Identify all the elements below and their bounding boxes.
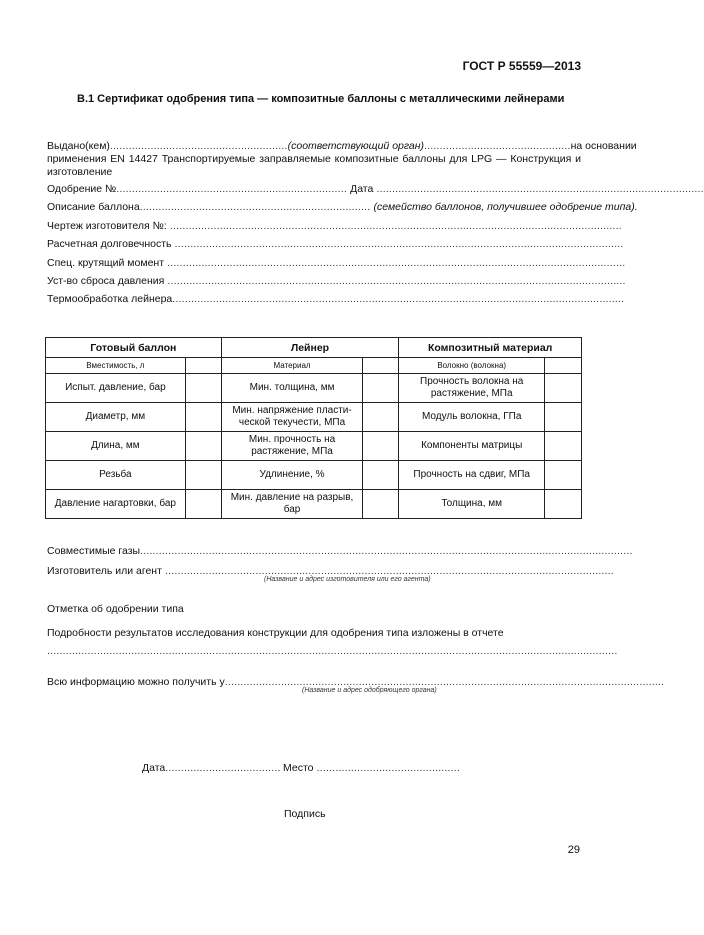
row-label: Прочность волокна на растяжение, МПа [399, 374, 545, 403]
value-cell[interactable] [363, 432, 399, 461]
place-field: Место .............................................. [283, 762, 461, 774]
description-label: Описание баллона [47, 201, 140, 213]
value-cell[interactable] [185, 358, 221, 374]
issued-line: Выдано(кем).........................................................(соответствующий орган)...............................................на основании [47, 140, 637, 152]
description-line: Описание баллона.......................................................................... (семейство баллонов, получившее одобрение типа). [47, 201, 638, 213]
subheader-capacity: Вместимость, л [46, 358, 186, 374]
value-cell[interactable] [545, 490, 582, 519]
description-note: (семейство баллонов, получившее одобрение типа). [373, 201, 638, 213]
torque-label: Спец. крутящий момент [47, 257, 165, 269]
drawing-line: Чертеж изготовителя №: ................................................................................................................................................. [47, 220, 622, 232]
section-title: В.1 Сертификат одобрения типа — композитные баллоны с металлическими лейнерами [77, 93, 565, 105]
value-cell[interactable] [545, 374, 582, 403]
header-composite: Композитный материал [399, 338, 582, 358]
subheader-material: Материал [221, 358, 363, 374]
row-label: Компоненты матрицы [399, 432, 545, 461]
date-field: Дата..................................... [142, 762, 281, 774]
subheader-fiber: Волокно (волокна) [399, 358, 545, 374]
value-cell[interactable] [185, 374, 221, 403]
value-cell[interactable] [185, 490, 221, 519]
signature-label: Подпись [284, 808, 326, 820]
info-line: Всю информацию можно получить у............................................................................................................................................. [47, 676, 665, 688]
row-label: Модуль волокна, ГПа [399, 403, 545, 432]
row-label: Диаметр, мм [46, 403, 186, 432]
row-label: Испыт. давление, бар [46, 374, 186, 403]
row-label: Длина, мм [46, 432, 186, 461]
manufacturer-caption: (Название и адрес изготовителя или его агента) [264, 576, 431, 583]
value-cell[interactable] [363, 403, 399, 432]
row-label: Прочность на сдвиг, МПа [399, 461, 545, 490]
table-row [46, 490, 582, 519]
value-cell[interactable] [363, 461, 399, 490]
row-label: Удлинение, % [221, 461, 363, 490]
header-finished-cylinder: Готовый баллон [46, 338, 222, 358]
page-number: 29 [567, 844, 580, 856]
heat-treatment-label: Термообработка лейнера [47, 293, 173, 305]
row-label: Давление нагартовки, бар [46, 490, 186, 519]
value-cell[interactable] [185, 461, 221, 490]
value-cell[interactable] [545, 461, 582, 490]
design-life-line: Расчетная долговечность ................................................................................................................................................ [47, 238, 624, 250]
heat-treatment-line: Термообработка лейнера................................................................................................................................................. [47, 293, 625, 305]
table-row [46, 461, 582, 490]
table-row [46, 432, 582, 461]
relief-label: Уст-во сброса давления [47, 275, 165, 287]
table-row [46, 403, 582, 432]
value-cell[interactable] [363, 358, 399, 374]
properties-table [45, 337, 582, 519]
table-subheader-row [46, 358, 582, 374]
info-caption: (Название и адрес одобряющего органа) [302, 687, 437, 694]
manufacturer-label: Изготовитель или агент [47, 565, 162, 577]
drawing-label: Чертеж изготовителя №: [47, 220, 167, 232]
row-label: Мин. толщина, мм [221, 374, 363, 403]
value-cell[interactable] [545, 432, 582, 461]
manufacturer-line: Изготовитель или агент ................................................................................................................................................ [47, 565, 614, 577]
value-cell[interactable] [545, 358, 582, 374]
issued-continuation: применения EN 14427 Транспортируемые заправляемые композитные баллоны для LPG — Конструкция и изготовление [47, 153, 581, 178]
design-life-label: Расчетная долговечность [47, 238, 172, 250]
value-cell[interactable] [185, 403, 221, 432]
value-cell[interactable] [363, 374, 399, 403]
value-cell[interactable] [545, 403, 582, 432]
details-dotted-line: ....................................................................................................................................................................................... [47, 645, 618, 657]
info-label: Всю информацию можно получить у [47, 676, 225, 688]
standard-number: ГОСТ Р 55559—2013 [462, 59, 581, 73]
row-label: Мин. прочность на растяжение, МПа [221, 432, 363, 461]
approval-no-label: Одобрение № [47, 183, 117, 195]
approval-date-label: Дата [350, 183, 374, 195]
place-label: Место [283, 762, 314, 774]
approval-mark: Отметка об одобрении типа [47, 603, 184, 615]
table-row [46, 374, 582, 403]
gases-label: Совместимые газы [47, 545, 141, 557]
relief-line: Уст-во сброса давления ................................................................................................................................................... [47, 275, 626, 287]
value-cell[interactable] [185, 432, 221, 461]
value-cell[interactable] [363, 490, 399, 519]
date-label: Дата [142, 762, 166, 774]
issued-basis: на основании [570, 140, 637, 152]
gases-line: Совместимые газы.............................................................................................................................................................. [47, 545, 633, 557]
table-header-row [46, 338, 582, 358]
row-label: Резьба [46, 461, 186, 490]
issued-label: Выдано(кем) [47, 140, 110, 152]
issued-authority: (соответствующий орган) [287, 140, 425, 152]
header-liner: Лейнер [221, 338, 399, 358]
row-label: Толщина, мм [399, 490, 545, 519]
row-label: Мин. напряжение пласти-ческой текучести, МПа [221, 403, 363, 432]
details-line: Подробности результатов исследования конструкции для одобрения типа изложены в отчете [47, 627, 504, 639]
torque-line: Спец. крутящий момент ................................................................................................................................................... [47, 257, 626, 269]
approval-line: Одобрение №.......................................................................... Дата ......................................................................................................... [47, 183, 704, 195]
row-label: Мин. давление на разрыв, бар [221, 490, 363, 519]
